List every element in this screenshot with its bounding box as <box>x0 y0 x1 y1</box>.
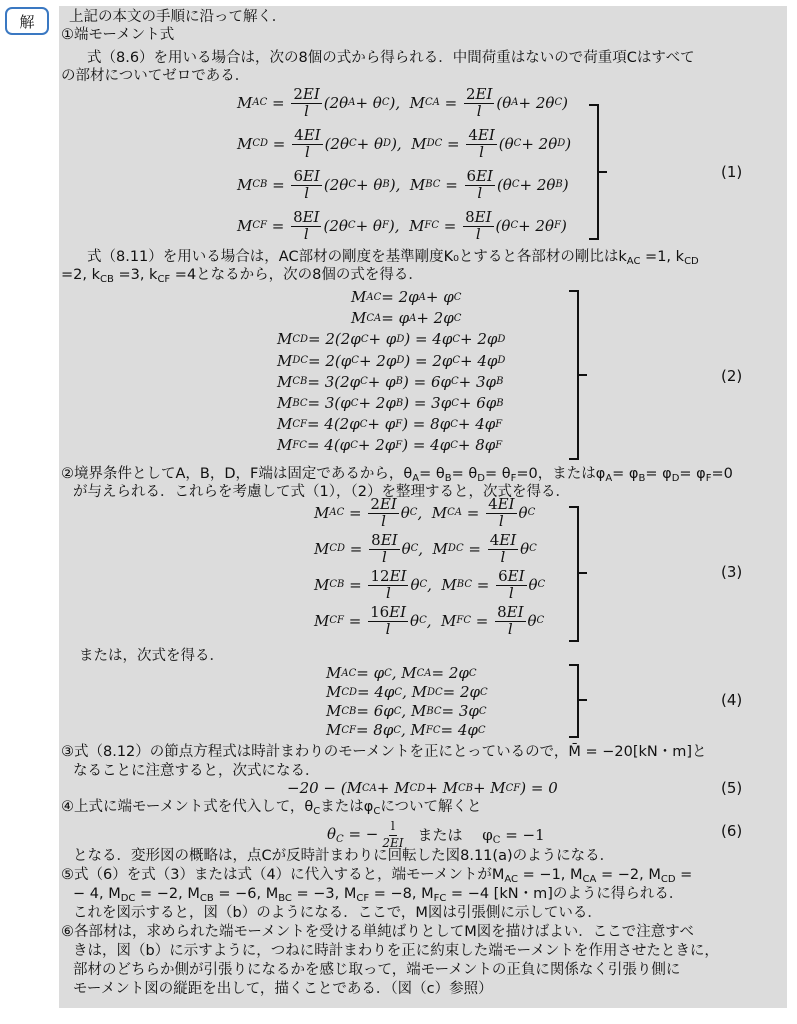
equation-1-row: M CD = $\frac{4EI}{l}$ (2θ C + θ D ), M DC = $\frac{4EI}{l}$ (θ C + 2θ D ) <box>237 126 572 161</box>
step5-text-line1: ⑤式（6）を式（3）または式（4）に代入すると，端モーメントが$M_{AC} = -1$, $M_{CA} = -2$, $M_{CD}$ = <box>61 867 693 885</box>
equation-6-phi: または $\varphi_C = -1$ <box>417 825 545 846</box>
step6-text-line2: きは，図（b）に示すように，つねに時計まわりを正に約束した端モーメントを作用させたときに， <box>73 943 719 959</box>
answer-badge: 解 <box>5 7 49 35</box>
step6-text-line3: 部材のどちらか側が引張りになるかを感じ取って，端モーメントの正負に関係なく引張り側に <box>73 962 681 978</box>
equation-2-number: (2) <box>721 367 743 385</box>
solution-panel <box>59 6 787 1008</box>
equation-4-row: M CB = 6φ C , M BC = 3φ C <box>326 702 487 720</box>
equation-4-bracket-tick <box>579 699 587 701</box>
equation-3-row: M CD = $\frac{8EI}{l}$ θ C , M DC = $\frac{4EI}{l}$ θ C <box>314 531 537 566</box>
step2-text-line3: または，次式を得る． <box>79 648 224 664</box>
equation-6-theta-lhs: $\theta_C$ = − <box>327 824 379 845</box>
step4-result-text: となる．変形図の概略は，点Cが反時計まわりに回転した図8.11(a)のようになる． <box>73 848 615 864</box>
step2-text-line1: ②境界条件としてA，B，D，F端は固定であるから，$\theta_A= \theta_B= \theta_D= \theta_F=0$，または$\varphi_A= \varphi_B= \varphi_D= \varphi_F=0$ <box>61 466 733 484</box>
equation-2-row: M CB = 3(2φ C + φ B ) = 6φ C + 3φ B <box>277 372 504 391</box>
step1-text-line3: 式（8.11）を用いる場合は，AC部材の剛度を基準剛度K₀とすると各部材の剛比は$k_{AC} =1$, $k_{CD}$ <box>87 249 699 267</box>
step5-text-line3: これを図示すると，図（b）のようになる．ここで，M図は引張側に示している． <box>73 905 602 921</box>
equation-3-number: (3) <box>721 563 743 581</box>
equation-1-bracket-tick <box>599 171 607 173</box>
equation-3-bracket-tick <box>579 572 587 574</box>
equation-3-row: M CB = $\frac{12EI}{l}$ θ C , M BC = $\frac{6EI}{l}$ θ C <box>314 567 546 602</box>
step3-text-line2: なることに注意すると，次式になる． <box>73 763 320 779</box>
step1-text-line2: の部材についてゼロである． <box>61 68 250 84</box>
equation-2-row: M FC = 4(φ C + 2φ F ) = 4φ C + 8φ F <box>277 436 503 455</box>
equation-5-number: (5) <box>721 779 743 797</box>
step5-text-line2: − 4, $M_{DC} = -2$, $M_{CB} = -6$, $M_{BC} = -3$, $M_{CF} = -8$, $M_{FC} = -4$ [kN・m]のように得られる． <box>73 886 684 904</box>
equation-5: −20 − (M CA + M CD + M CB + M CF ) = 0 <box>287 779 558 797</box>
equation-6-number: (6) <box>721 822 743 840</box>
equation-2-row: M DC = 2(φ C + 2φ D ) = 2φ C + 4φ D <box>277 351 506 370</box>
equation-1-number: (1) <box>721 163 743 181</box>
equation-6-fraction-den: 2EI <box>382 836 404 850</box>
equation-3-row: M AC = $\frac{2EI}{l}$ θ C , M CA = $\frac{4EI}{l}$ θ C <box>314 495 536 530</box>
equation-1-bracket <box>589 104 599 240</box>
step1-heading: ①端モーメント式 <box>61 27 175 43</box>
intro-text: 上記の本文の手順に沿って解く． <box>69 9 287 25</box>
step4-text: ④上式に端モーメント式を代入して，$\theta_C$または$\varphi_C$について解くと <box>61 799 482 817</box>
step2-text-line2: が与えられる．これらを考慮して式（1），（2）を整理すると，次式を得る． <box>73 484 570 500</box>
equation-2-row: M BC = 3(φ C + 2φ B ) = 3φ C + 6φ B <box>277 394 504 412</box>
equation-1-row: M AC = $\frac{2EI}{l}$ (2θ A + θ C ), M CA = $\frac{2EI}{l}$ (θ A + 2θ C ) <box>237 85 568 120</box>
equation-1-row: M CF = $\frac{8EI}{l}$ (2θ C + θ F ), M FC = $\frac{8EI}{l}$ (θ C + 2θ F ) <box>237 208 567 243</box>
equation-2-bracket <box>569 290 579 460</box>
equation-3-bracket <box>569 506 579 642</box>
equation-4-row: M AC = φ C , M CA = 2φ C <box>326 664 477 682</box>
equation-2-row: M CD = 2(2φ C + φ D ) = 4φ C + 2φ D <box>277 330 506 349</box>
step3-text-line1: ③式（8.12）の節点方程式は時計まわりのモーメントを正にとっているので，M̄ = −20[kN・m]と <box>61 744 707 760</box>
equation-2-row: M AC = 2φ A + φ C <box>351 288 462 306</box>
step6-text-line1: ⑥各部材は，求められた端モーメントを受ける単純ばりとしてM図を描けばよい．ここで注意すべ <box>61 924 694 940</box>
equation-4-number: (4) <box>721 691 743 709</box>
equation-2-bracket-tick <box>579 374 587 376</box>
step1-text-line4: =2, $k_{CB} =3$, $k_{CF} =4$となるから，次の8個の式を得る． <box>61 267 423 285</box>
equation-6 <box>327 818 545 851</box>
equation-1-row: M CB = $\frac{6EI}{l}$ (2θ C + θ B ), M BC = $\frac{6EI}{l}$ (θ C + 2θ B ) <box>237 167 569 202</box>
equation-6-fraction <box>380 818 405 851</box>
step6-text-line4: モーメント図の縦距を出して，描くことである．（図（c）参照） <box>73 981 493 997</box>
equation-4-bracket <box>569 664 579 738</box>
equation-3-row: M CF = $\frac{16EI}{l}$ θ C , M FC = $\frac{8EI}{l}$ θ C <box>314 603 545 638</box>
equation-4-row: M CD = 4φ C , M DC = 2φ C <box>326 683 488 701</box>
step1-text-line1: 式（8.6）を用いる場合は，次の8個の式から得られる．中間荷重はないので荷重項Cはすべて <box>87 50 695 66</box>
equation-2-row: M CF = 4(2φ C + φ F ) = 8φ C + 4φ F <box>277 415 503 434</box>
equation-2-row: M CA = φ A + 2φ C <box>351 309 462 328</box>
equation-6-fraction-num: l <box>389 818 397 836</box>
equation-4-row: M CF = 8φ C , M FC = 4φ C <box>326 721 486 739</box>
